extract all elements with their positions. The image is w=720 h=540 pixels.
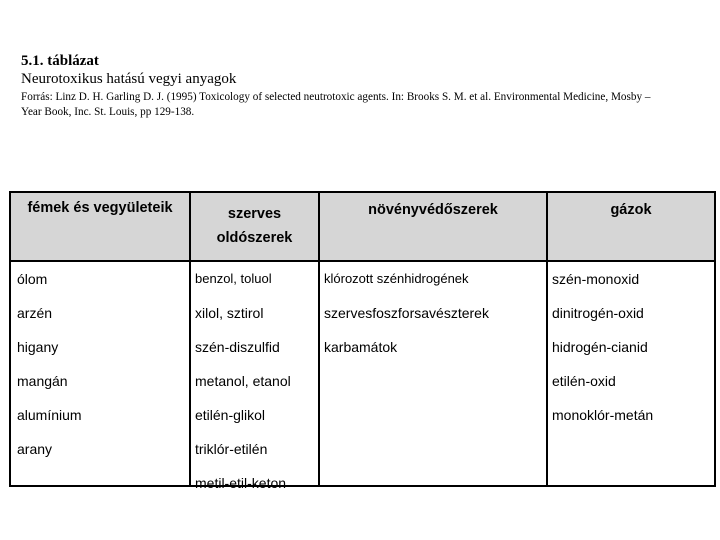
header-metals: fémek és vegyületeik (27, 200, 173, 216)
list-item: karbamátok (324, 339, 398, 355)
list-item: klórozott szénhidrogének (324, 271, 469, 286)
header-solvents (191, 193, 318, 270)
pesticides-column (324, 262, 489, 364)
column-divider-3 (546, 193, 548, 485)
header-solvents-line-1: szerves (227, 206, 282, 222)
list-item: ólom (17, 271, 48, 287)
table-number-title: 5.1. táblázat (21, 53, 99, 69)
list-item: hidrogén-cianid (552, 339, 648, 355)
list-item: etilén-oxid (552, 373, 616, 389)
list-item: szén-diszulfid (195, 339, 280, 355)
list-item: triklór-etilén (195, 441, 268, 457)
header-gases: gázok (610, 202, 652, 218)
list-item: szén-monoxid (552, 271, 640, 287)
source-citation (21, 90, 716, 120)
list-item: higany (17, 339, 59, 355)
table-header-row (11, 193, 714, 262)
list-item: dinitrogén-oxid (552, 305, 644, 321)
list-item: metil-etil-keton (195, 475, 287, 491)
list-item: mangán (17, 373, 68, 389)
solvents-column (195, 262, 291, 500)
neurotoxic-substances-table (9, 191, 716, 491)
list-item: szervesfoszforsavészterek (324, 305, 489, 321)
list-item: metanol, etanol (195, 373, 291, 389)
column-divider-2 (318, 193, 320, 485)
list-item: xilol, sztirol (195, 305, 264, 321)
list-item: monoklór-metán (552, 407, 654, 423)
metals-column (17, 262, 82, 466)
source-citation-line-1: Forrás: Linz D. H. Garling D. J. (1995) Toxicology of selected neutrotoxic agents. In: Brooks S. M. et al. Environmental Medicine, Mosby – (21, 91, 651, 103)
table-subtitle: Neurotoxikus hatású vegyi anyagok (21, 71, 237, 87)
list-item: benzol, toluol (195, 271, 272, 286)
table-caption (21, 52, 716, 120)
list-item: arany (17, 441, 53, 457)
gases-column (552, 262, 653, 432)
header-pesticides: növényvédőszerek (368, 202, 498, 218)
source-citation-line-2: Year Book, Inc. St. Louis, pp 129-138. (21, 106, 195, 118)
list-item: arzén (17, 305, 53, 321)
column-divider-1 (189, 193, 191, 485)
list-item: etilén-glikol (195, 407, 266, 423)
header-solvents-line-2: oldószerek (216, 230, 293, 246)
list-item: alumínium (17, 407, 82, 423)
